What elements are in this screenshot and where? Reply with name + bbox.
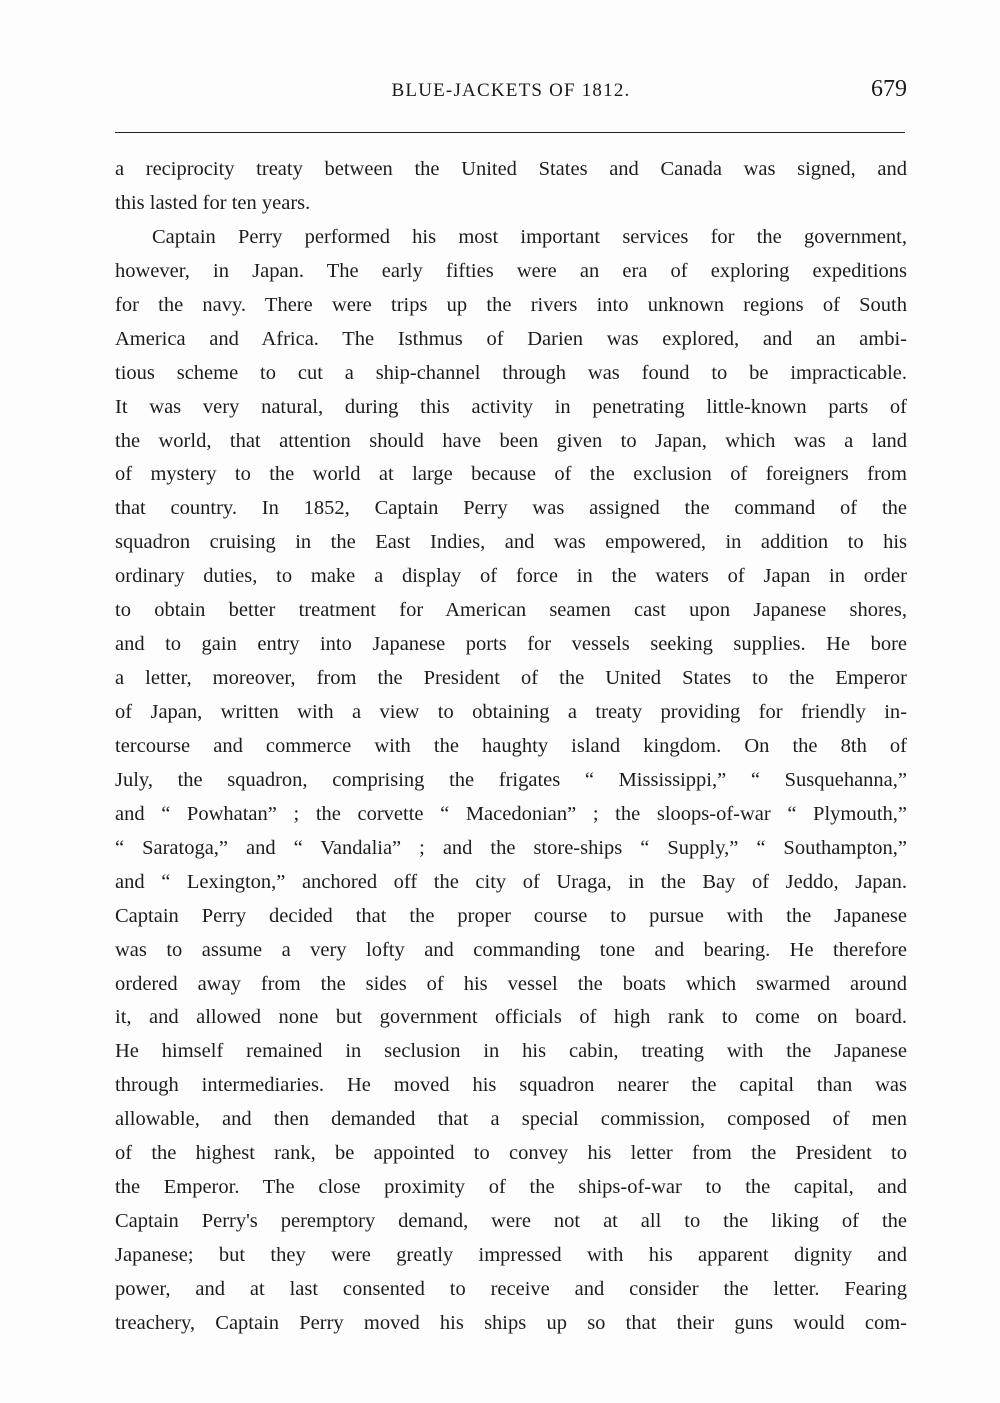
text-line: however, in Japan. The early fifties were an era of exploring expeditions bbox=[115, 259, 907, 282]
text-line: allowable, and then demanded that a special commission, composed of men bbox=[115, 1108, 907, 1131]
text-line: a letter, moreover, from the President of the United States to the Emperor bbox=[115, 667, 907, 690]
text-line: and “ Powhatan” ; the corvette “ Macedonian” ; the sloops-of-war “ Plymouth,” bbox=[115, 802, 907, 825]
text-line: “ Saratoga,” and “ Vandalia” ; and the store-ships “ Supply,” “ Southampton,” bbox=[115, 836, 907, 859]
running-head bbox=[115, 76, 907, 110]
text-line: of mystery to the world at large because of the exclusion of foreigners from bbox=[115, 463, 907, 486]
text-line: squadron cruising in the East Indies, and was empowered, in addition to his bbox=[115, 531, 907, 554]
body-text bbox=[115, 153, 907, 1375]
page-number: 679 bbox=[871, 76, 907, 102]
running-title: BLUE-JACKETS OF 1812. bbox=[391, 80, 631, 101]
text-line: Japanese; but they were greatly impressed with his apparent dignity and bbox=[115, 1244, 907, 1266]
text-line: Captain Perry's peremptory demand, were not at all to the liking of the bbox=[115, 1210, 907, 1233]
text-line: America and Africa. The Isthmus of Darien was explored, and an ambi- bbox=[115, 327, 907, 350]
text-line: It was very natural, during this activity in penetrating little-known parts of bbox=[115, 395, 907, 418]
text-line bbox=[115, 1341, 907, 1375]
text-line: the world, that attention should have been given to Japan, which was a land bbox=[115, 429, 907, 452]
text-line: tercourse and commerce with the haughty island kingdom. On the 8th of bbox=[115, 734, 907, 757]
text-line: this lasted for ten years. bbox=[115, 191, 311, 214]
text-line: He himself remained in seclusion in his cabin, treating with the Japanese bbox=[115, 1040, 907, 1063]
text-line: tious scheme to cut a ship-channel through was found to be impracticable. bbox=[115, 361, 907, 384]
text-line: of the highest rank, be appointed to convey his letter from the President to bbox=[115, 1142, 907, 1165]
text-line: power, and at last consented to receive and consider the letter. Fearing bbox=[115, 1277, 907, 1300]
text-line: ordinary duties, to make a display of force in the waters of Japan in order bbox=[115, 565, 907, 588]
text-line: it, and allowed none but government officials of high rank to come on board. bbox=[115, 1006, 907, 1029]
text-line: that country. In 1852, Captain Perry was assigned the command of the bbox=[115, 497, 907, 520]
text-line: through intermediaries. He moved his squadron nearer the capital than was bbox=[115, 1074, 907, 1097]
text-line: and to gain entry into Japanese ports for vessels seeking supplies. He bore bbox=[115, 633, 907, 656]
header-rule bbox=[115, 132, 905, 133]
text-line: for the navy. There were trips up the rivers into unknown regions of South bbox=[115, 293, 907, 316]
text-line: a reciprocity treaty between the United States and Canada was signed, and bbox=[115, 158, 907, 180]
text-line: treachery, Captain Perry moved his ships up so that their guns would com- bbox=[115, 1311, 907, 1334]
text-line: to obtain better treatment for American seamen cast upon Japanese shores, bbox=[115, 599, 907, 622]
text-line: July, the squadron, comprising the frigates “ Mississippi,” “ Susquehanna,” bbox=[115, 768, 907, 791]
text-line: Captain Perry decided that the proper course to pursue with the Japanese bbox=[115, 904, 907, 927]
text-line: was to assume a very lofty and commanding tone and bearing. He therefore bbox=[115, 938, 907, 961]
text-line: ordered away from the sides of his vessel the boats which swarmed around bbox=[115, 972, 907, 995]
text-line: the Emperor. The close proximity of the ships-of-war to the capital, and bbox=[115, 1176, 907, 1199]
text-line: and “ Lexington,” anchored off the city of Uraga, in the Bay of Jeddo, Japan. bbox=[115, 870, 907, 893]
text-line: of Japan, written with a view to obtaining a treaty providing for friendly in- bbox=[115, 701, 907, 723]
paragraph-first-line: Captain Perry performed his most important services for the government, bbox=[152, 225, 907, 248]
